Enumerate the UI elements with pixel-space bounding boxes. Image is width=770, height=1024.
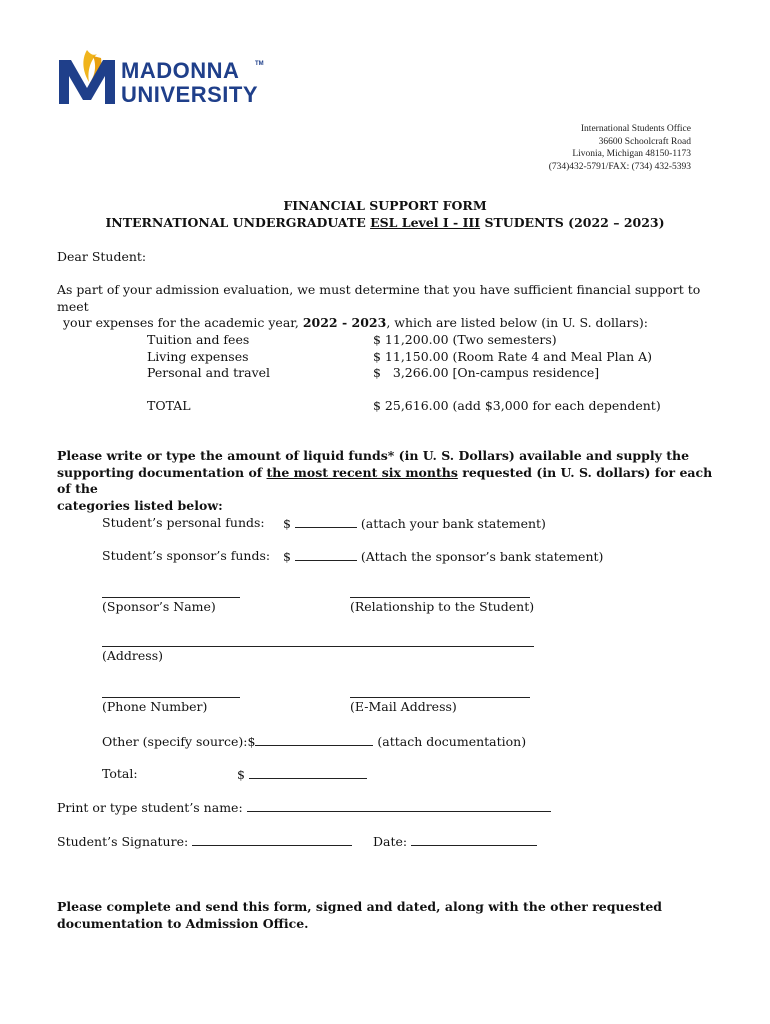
office-city: Livonia, Michigan 48150-1173 bbox=[572, 149, 691, 159]
signature-input[interactable] bbox=[192, 833, 352, 846]
personal-funds-note: (attach your bank statement) bbox=[360, 516, 546, 531]
relationship-input[interactable] bbox=[350, 585, 530, 598]
print-name-input[interactable] bbox=[247, 799, 551, 812]
expense-row bbox=[147, 365, 667, 382]
logo-tm: TM bbox=[255, 61, 264, 67]
expense-total-row bbox=[147, 398, 667, 415]
personal-funds-label: Student’s personal funds: bbox=[102, 515, 265, 530]
title-line2-underlined: ESL Level I - III bbox=[370, 214, 481, 230]
other-source-input[interactable] bbox=[255, 733, 373, 746]
print-name-label: Print or type student’s name: bbox=[57, 800, 243, 815]
instructions-line2-pre: supporting documentation of bbox=[57, 464, 267, 480]
expenses-table bbox=[147, 332, 667, 414]
office-address bbox=[391, 123, 691, 173]
dollar-sign: $ bbox=[237, 767, 245, 782]
expense-label: Personal and travel bbox=[147, 365, 271, 380]
instructions-line2 bbox=[57, 465, 717, 498]
expense-value: $ 3,266.00 [On-campus residence] bbox=[373, 365, 600, 380]
phone-caption: (Phone Number) bbox=[102, 699, 208, 714]
dollar-sign: $ bbox=[283, 549, 291, 564]
title-line2-pre: INTERNATIONAL UNDERGRADUATE bbox=[105, 214, 371, 230]
sponsor-name-input[interactable] bbox=[102, 585, 240, 598]
expense-row bbox=[147, 332, 667, 349]
dollar-sign: $ bbox=[283, 516, 291, 531]
intro-paragraph bbox=[57, 282, 717, 332]
intro-line2-bold: 2022 - 2023 bbox=[302, 315, 387, 330]
address-caption: (Address) bbox=[102, 648, 163, 663]
personal-funds-input[interactable] bbox=[295, 515, 357, 528]
expense-value: $ 11,150.00 (Room Rate 4 and Meal Plan A) bbox=[373, 348, 653, 364]
expense-row bbox=[147, 349, 667, 366]
date-input[interactable] bbox=[411, 833, 537, 846]
expense-total-value: $ 25,616.00 (add $3,000 for each dependent) bbox=[373, 397, 661, 413]
intro-line2-post: , which are listed below (in U. S. dollars): bbox=[386, 315, 648, 330]
signature-label: Student’s Signature: bbox=[57, 834, 189, 849]
instructions-line3: categories listed below: bbox=[57, 497, 223, 513]
instructions-line1: Please write or type the amount of liquid funds* (in U. S. Dollars) available and supply the bbox=[57, 448, 690, 463]
greeting: Dear Student: bbox=[57, 249, 147, 264]
intro-line2 bbox=[57, 315, 717, 332]
other-source-field bbox=[102, 733, 526, 751]
relationship-caption: (Relationship to the Student) bbox=[350, 599, 535, 614]
sponsor-funds-label: Student’s sponsor’s funds: bbox=[102, 548, 271, 563]
university-logo bbox=[57, 46, 292, 108]
office-street: 36600 Schoolcraft Road bbox=[598, 136, 691, 147]
total-field bbox=[237, 766, 367, 784]
other-source-label: Other (specify source):$ bbox=[102, 734, 256, 749]
form-title bbox=[0, 198, 770, 231]
instructions-line2-post: requested (in U. S. dollars) for each of the bbox=[57, 464, 713, 496]
form-title-line1: FINANCIAL SUPPORT FORM bbox=[283, 198, 487, 213]
closing-note bbox=[57, 899, 717, 932]
sponsor-funds-field bbox=[283, 548, 603, 566]
expense-total-label: TOTAL bbox=[147, 397, 191, 413]
closing-line2: documentation to Admission Office. bbox=[57, 915, 309, 931]
address-input[interactable] bbox=[102, 634, 534, 647]
instructions bbox=[57, 448, 717, 514]
date-field bbox=[373, 833, 537, 851]
signature-field bbox=[57, 833, 352, 851]
logo-word-madonna: MADONNA bbox=[121, 58, 240, 83]
form-title-line2 bbox=[0, 215, 770, 232]
intro-line2-pre: your expenses for the academic year, bbox=[63, 315, 303, 330]
expense-value: $ 11,200.00 (Two semesters) bbox=[373, 332, 557, 347]
date-label: Date: bbox=[373, 834, 408, 849]
expense-label: Tuition and fees bbox=[147, 332, 250, 347]
sponsor-funds-note: (Attach the sponsor’s bank statement) bbox=[360, 549, 604, 564]
sponsor-funds-input[interactable] bbox=[295, 548, 357, 561]
sponsor-name-caption: (Sponsor’s Name) bbox=[102, 599, 216, 614]
other-source-note: (attach documentation) bbox=[377, 734, 527, 749]
logo-word-university: UNIVERSITY bbox=[121, 82, 259, 107]
instructions-line2-underlined: the most recent six months bbox=[266, 464, 458, 480]
office-name: International Students Office bbox=[580, 124, 691, 134]
closing-line1: Please complete and send this form, signed and dated, along with the other requested bbox=[57, 899, 663, 914]
print-name-field bbox=[57, 799, 551, 817]
office-phone: (734)432-5791/FAX: (734) 432-5393 bbox=[548, 161, 691, 172]
personal-funds-field bbox=[283, 515, 546, 533]
email-caption: (E-Mail Address) bbox=[350, 699, 457, 714]
total-input[interactable] bbox=[249, 766, 367, 779]
title-line2-post: STUDENTS (2022 – 2023) bbox=[480, 214, 665, 230]
intro-line1: As part of your admission evaluation, we must determine that you have sufficient financial support to meet bbox=[57, 282, 701, 314]
phone-input[interactable] bbox=[102, 685, 240, 698]
total-label: Total: bbox=[102, 766, 138, 781]
madonna-m-logo-icon bbox=[57, 46, 117, 106]
expense-label: Living expenses bbox=[147, 348, 249, 364]
email-input[interactable] bbox=[350, 685, 530, 698]
